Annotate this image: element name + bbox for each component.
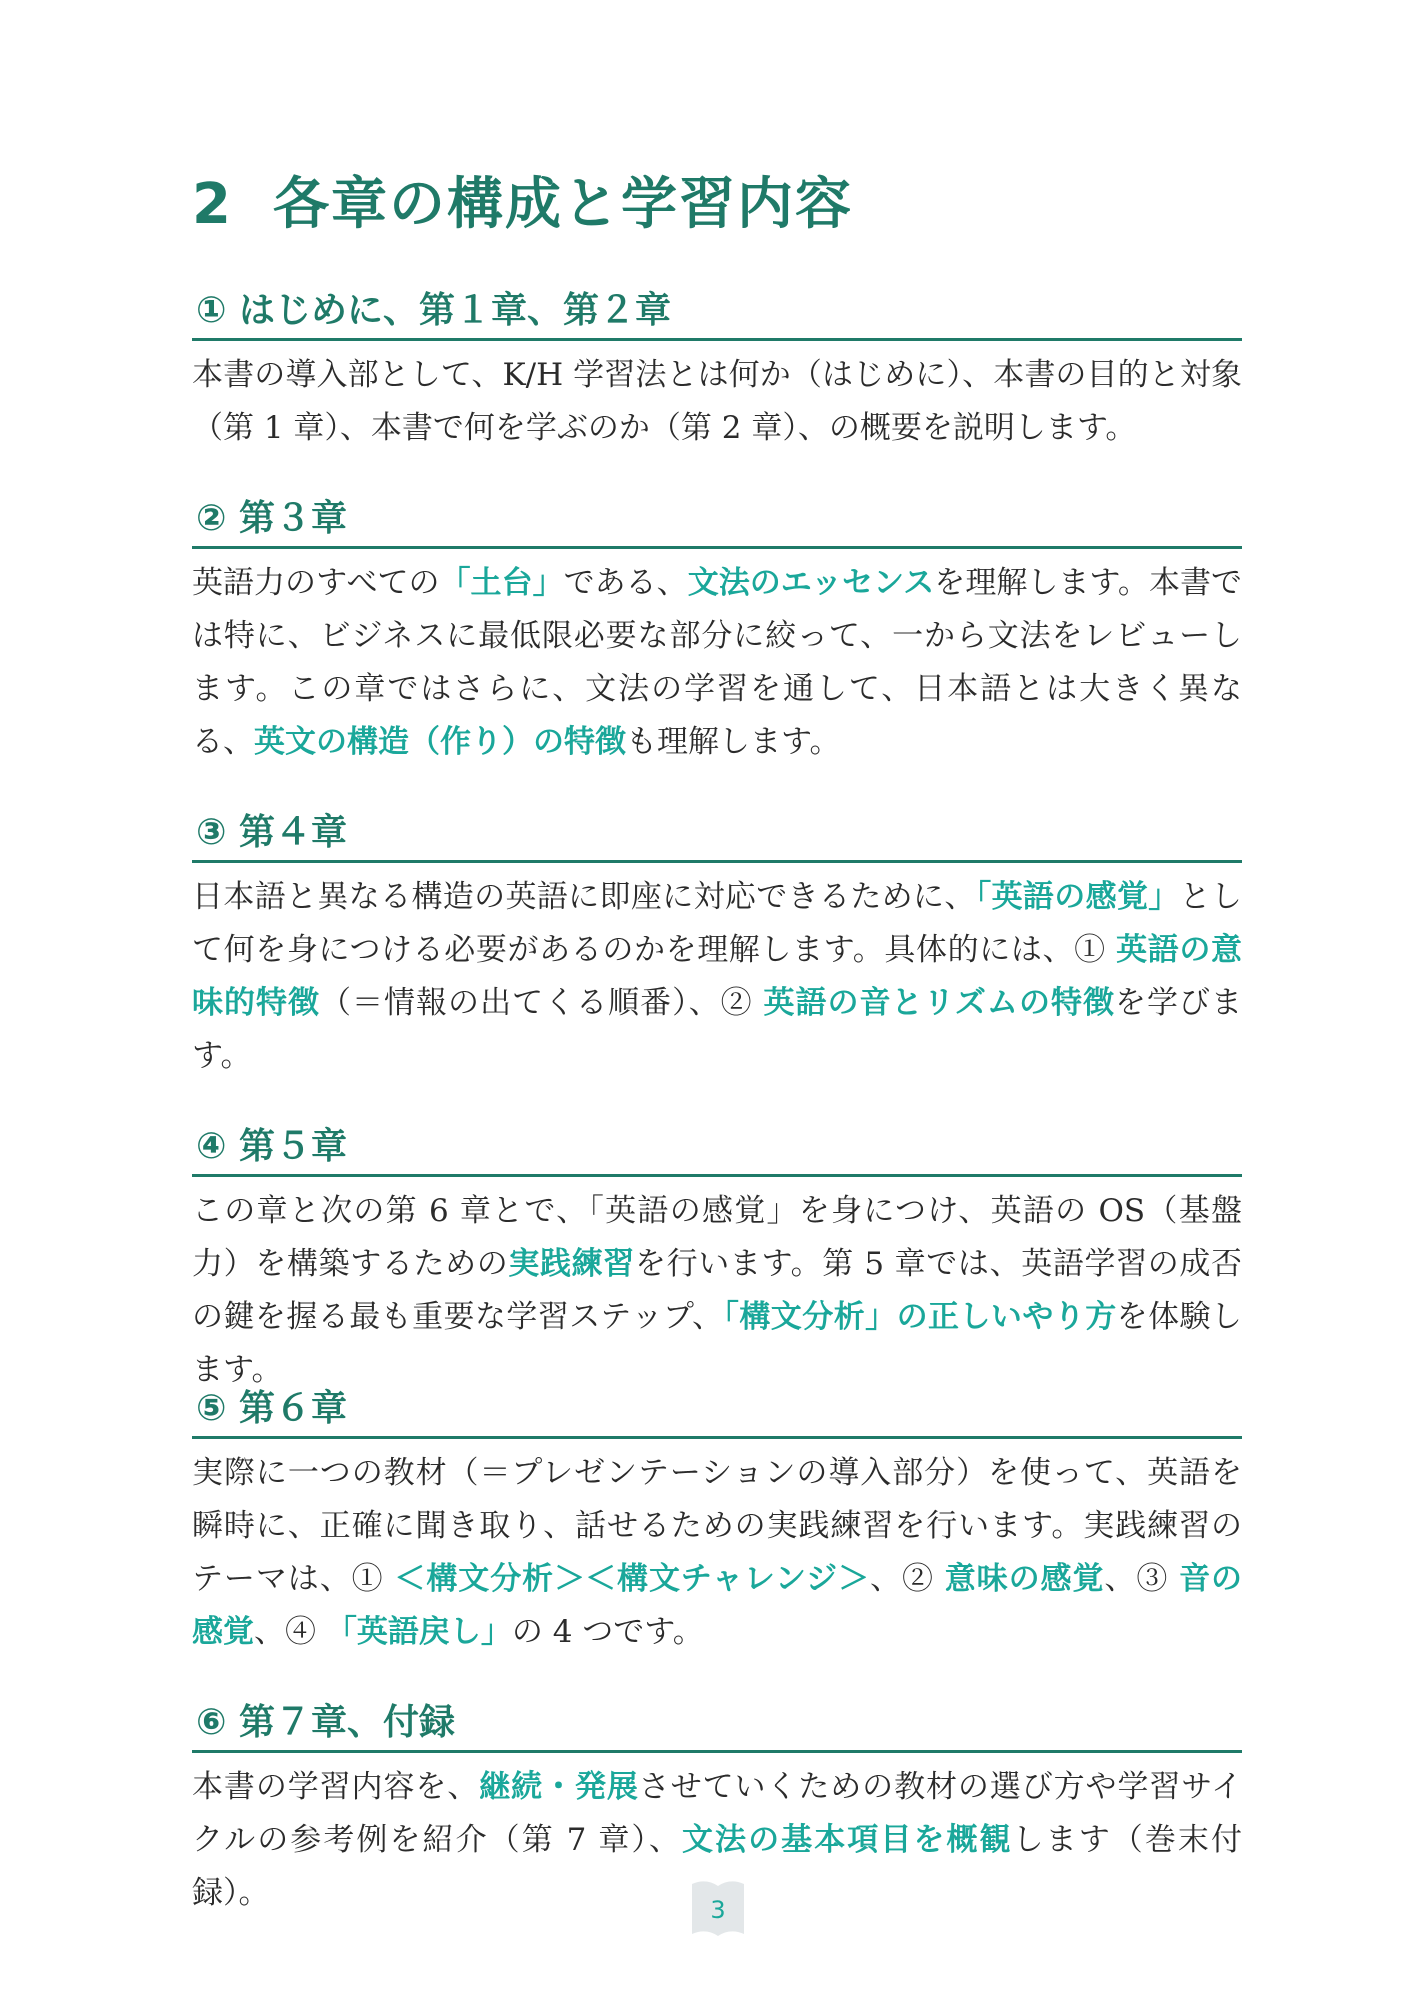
page-number: 3 [710, 1896, 726, 1924]
section-body [192, 349, 1242, 455]
page-number-badge [688, 1876, 748, 1940]
highlight-text: 「土台」 [439, 565, 564, 601]
body-text: 本書の学習内容を、 [192, 1769, 480, 1805]
body-text: を行います。第 5 章では、英語学習の成否の鍵を握る最も重要な学習ステップ、 [192, 1246, 1243, 1335]
section-chapter-6 [192, 1386, 1242, 1659]
section-body [192, 871, 1242, 1083]
body-text: として何を身につける必要があるのかを理解します。具体的には、① [192, 879, 1243, 968]
highlight-text: 英語の音とリズムの特徴 [763, 985, 1115, 1021]
highlight-text: 音の感覚 [192, 1561, 1242, 1650]
highlight-text: 「英語戻し」 [325, 1614, 512, 1650]
highlight-text: 文法の基本項目を概観 [682, 1822, 1013, 1858]
section-body [192, 557, 1242, 769]
section-heading: ⑥ 第７章、付録 [192, 1700, 1242, 1753]
highlight-text: 文法のエッセンス [687, 565, 935, 601]
section-heading: ④ 第５章 [192, 1124, 1242, 1177]
body-text: を学びます。 [192, 985, 1242, 1074]
section-heading: ② 第３章 [192, 496, 1242, 549]
body-text: 日本語と異なる構造の英語に即座に対応できるために、 [192, 879, 976, 915]
section-heading: ③ 第４章 [192, 810, 1242, 863]
highlight-text: 実践練習 [508, 1246, 635, 1282]
body-text: この章と次の第 6 章とで、「英語の感覚」を身につけ、英語の OS（基盤力）を構築するための [192, 1193, 1242, 1282]
highlight-text: ＜構文分析＞＜構文チャレンジ＞ [394, 1561, 870, 1597]
body-text: を理解します。本書では特に、ビジネスに最低限必要な部分に絞って、一から文法をレビューします。この章ではさらに、文法の学習を通して、日本語とは大きく異なる、 [192, 565, 1242, 760]
body-text: である、 [563, 565, 688, 601]
section-body [192, 1447, 1242, 1659]
section-heading: ⑤ 第６章 [192, 1386, 1242, 1439]
highlight-text: 英語の意味的特徴 [192, 932, 1242, 1021]
section-chapter-4 [192, 810, 1242, 1083]
body-text: （＝情報の出てくる順番）、② [320, 985, 764, 1021]
section-chapter-3 [192, 496, 1242, 769]
body-text: させていくための教材の選び方や学習サイクルの参考例を紹介（第 7 章）、 [192, 1769, 1243, 1858]
body-text: 、④ [254, 1614, 326, 1650]
body-text: 英語力のすべての [192, 565, 440, 601]
highlight-text: 継続・発展 [479, 1769, 639, 1805]
highlight-text: 「構文分析」の正しいやり方 [723, 1299, 1117, 1335]
section-chapter-5 [192, 1124, 1242, 1397]
body-text: します（巻末付録）。 [192, 1822, 1242, 1911]
body-text: 、② [869, 1561, 945, 1597]
section-number: 2 [192, 172, 233, 237]
body-text: 実際に一つの教材（＝プレゼンテーションの導入部分）を使って、英語を瞬時に、正確に聞き取り、話せるための実践練習を行います。実践練習のテーマは、① [192, 1455, 1242, 1597]
highlight-text: 意味の感覚 [944, 1561, 1105, 1597]
body-text: を体験します。 [192, 1299, 1242, 1388]
body-text: 、③ [1104, 1561, 1180, 1597]
body-text: 本書の導入部として、K/H 学習法とは何か（はじめに）、本書の目的と対象（第 1 章）、本書で何を学ぶのか（第 2 章）、の概要を説明します。 [192, 357, 1242, 446]
page-title [192, 170, 853, 240]
highlight-text: 「英語の感覚」 [975, 879, 1180, 915]
highlight-text: 英文の構造（作り）の特徴 [254, 724, 626, 760]
title-text: 各章の構成と学習内容 [272, 172, 853, 237]
body-text: も理解します。 [626, 724, 841, 760]
section-heading: ① はじめに、第１章、第２章 [192, 288, 1242, 341]
section-body [192, 1185, 1242, 1397]
section-intro [192, 288, 1242, 455]
body-text: の 4 つです。 [511, 1614, 704, 1650]
